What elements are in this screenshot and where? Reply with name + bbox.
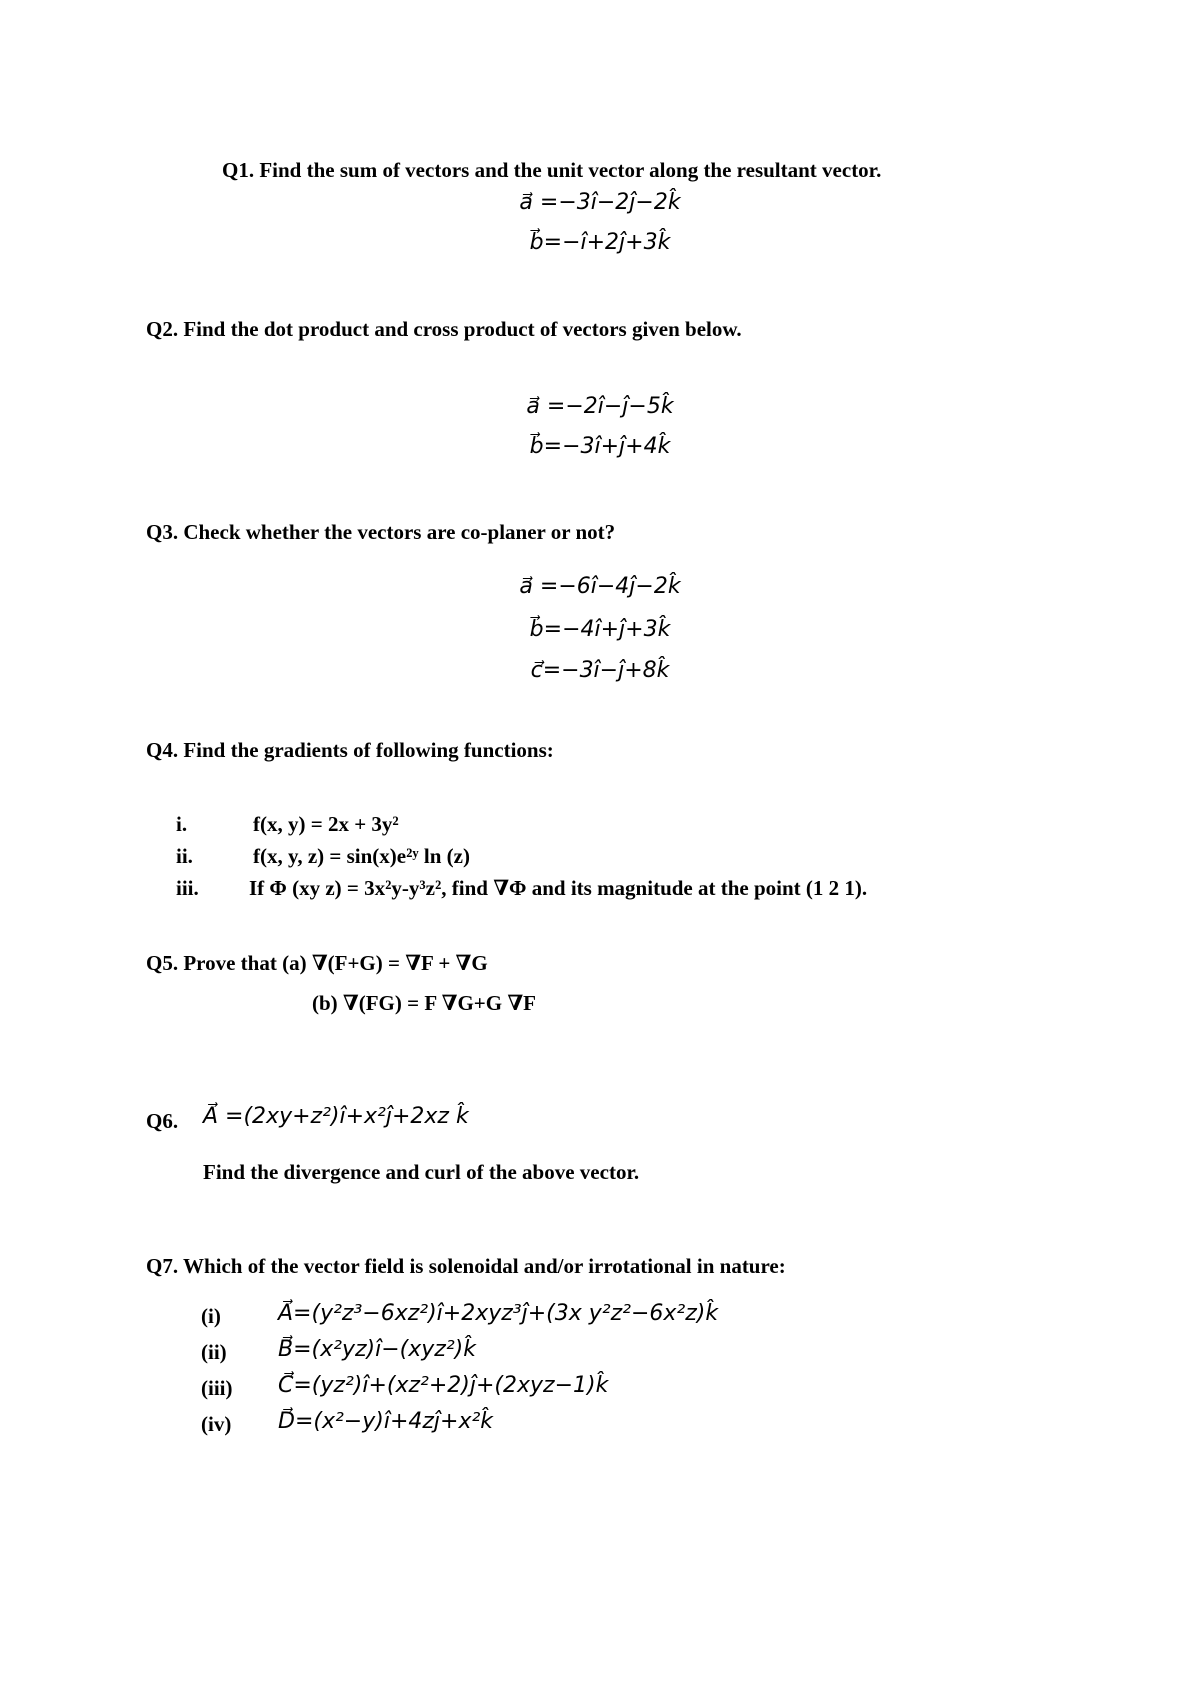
q5-title: Q5. Prove that (a) ∇(F+G) = ∇F + ∇G <box>146 951 488 975</box>
q7-item-expression: C⃗=(yz²)î+(xz²+2)ĵ+(2xyz−1)k̂ <box>278 1373 609 1398</box>
q3-vector-b: b⃗=−4î+ĵ+3k̂ <box>529 617 671 642</box>
q4-item-num: ii. <box>176 844 193 868</box>
q7-title: Q7. Which of the vector field is solenoidal and/or irrotational in nature: <box>146 1254 786 1278</box>
q7-item-num: (ii) <box>201 1340 227 1364</box>
q7-item-expression: B⃗=(x²yz)î−(xyz²)k̂ <box>278 1337 476 1362</box>
q4-item-text: f(x, y, z) = sin(x)e²ʸ ln (z) <box>253 844 470 868</box>
q4-item-num: i. <box>176 812 188 836</box>
q7-item-num: (iv) <box>201 1412 232 1436</box>
q5-part-b: (b) ∇(FG) = F ∇G+G ∇F <box>312 991 536 1015</box>
q7-item-expression: A⃗=(y²z³−6xz²)î+2xyz³ĵ+(3x y²z²−6x²z)k̂ <box>278 1301 719 1326</box>
q6-label: Q6. <box>146 1109 179 1133</box>
q1-title: Q1. Find the sum of vectors and the unit vector along the resultant vector. <box>222 158 882 182</box>
q6-vector-expression: A⃗ =(2xy+z²)î+x²ĵ+2xz k̂ <box>203 1104 469 1129</box>
q4-item-text: If Φ (xy z) = 3x²y-y³z², find ∇Φ and its magnitude at the point (1 2 1). <box>249 876 868 900</box>
q1-vector-a: a⃗ =−3î−2ĵ−2k̂ <box>519 190 681 215</box>
q2-title: Q2. Find the dot product and cross product of vectors given below. <box>146 317 742 341</box>
q6-instruction: Find the divergence and curl of the above vector. <box>203 1160 640 1184</box>
q4-title: Q4. Find the gradients of following functions: <box>146 738 554 762</box>
q1-vector-b: b⃗=−î+2ĵ+3k̂ <box>529 230 671 255</box>
q7-item-num: (iii) <box>201 1376 233 1400</box>
q3-title: Q3. Check whether the vectors are co-planer or not? <box>146 520 616 544</box>
q2-vector-b: b⃗=−3î+ĵ+4k̂ <box>529 434 671 459</box>
q4-item-num: iii. <box>176 876 199 900</box>
q3-vector-a: a⃗ =−6î−4ĵ−2k̂ <box>519 574 681 599</box>
q2-vector-a: a⃗ =−2î−ĵ−5k̂ <box>526 394 674 419</box>
q7-item-num: (i) <box>201 1304 221 1328</box>
q7-item-expression: D⃗=(x²−y)î+4zĵ+x²k̂ <box>278 1409 494 1434</box>
q3-vector-c: c⃗=−3î−ĵ+8k̂ <box>530 658 670 683</box>
q4-item-text: f(x, y) = 2x + 3y² <box>253 812 399 836</box>
